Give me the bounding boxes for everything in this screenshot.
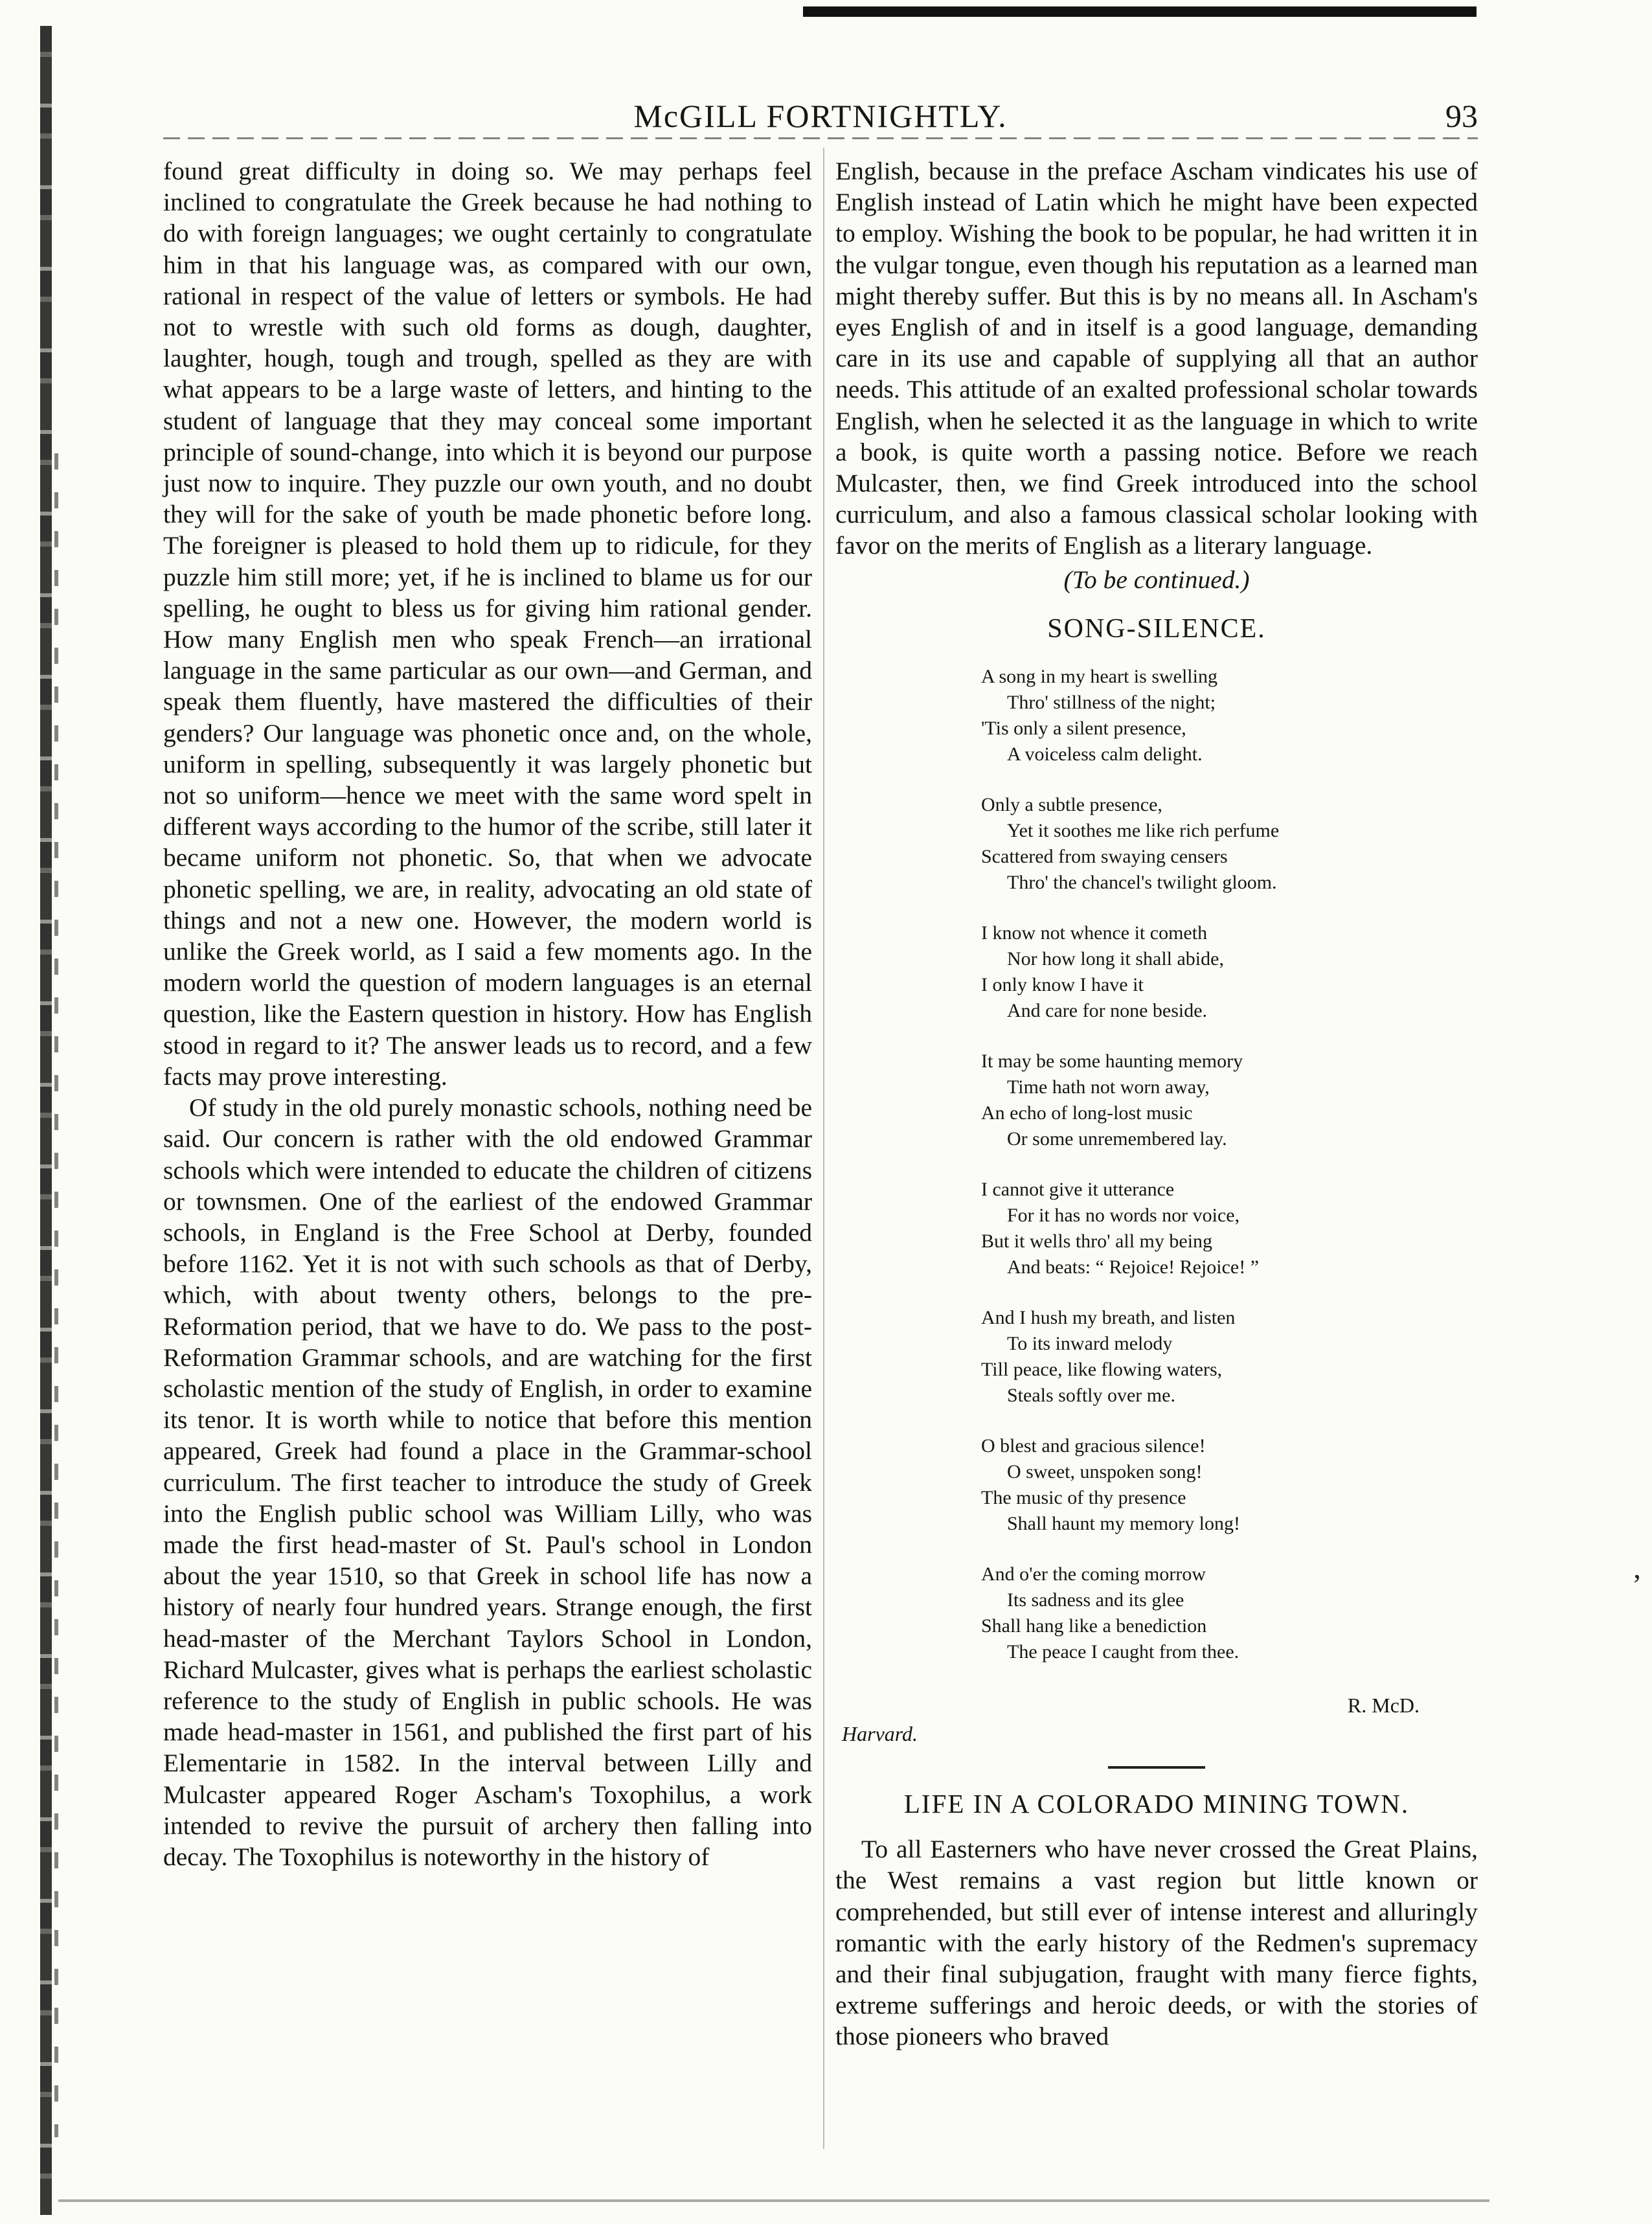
poem-line: Thro' stillness of the night;: [1007, 692, 1216, 714]
poem-line: Shall haunt my memory long!: [1007, 1513, 1240, 1535]
paragraph: English, because in the preface Ascham vindicates his use of English instead of Latin which he might have been expected to employ. Wishing the book to be popular, he had written it in the vulgar tongue, even though his reputation as a learned man might thereby suffer. But this is by no means all. In Ascham's eyes English of and in itself is a good language, demanding care in its use and capable of supplying all that an author needs. This attitude of an exalted professional scholar towards English, when he selected it as the language in which to write a book, is quite worth a passing notice. Before we reach Mulcaster, then, we find Greek introduced into the school curriculum, and also a famous classical scholar looking with favor on the merits of English as a literary language.: [835, 157, 1478, 560]
paragraph: Of study in the old purely monastic schools, nothing need be said. Our concern is rather with the old endowed Grammar schools which were intended to educate the children of citizens or townsmen. One of the earliest of the endowed Grammar schools, in England is the Free School at Derby, founded before 1162. Yet it is not with such schools as that of Derby, which, with about twenty others, belongs to the pre-Reformation period, that we have to do. We pass to the post-Reformation Grammar schools, and are watching for the first scholastic mention of the study of English, in order to examine its tenor. It is worth while to notice that before this mention appeared, Greek had found a place in the Grammar-school curriculum. The first teacher to introduce the study of Greek into the English public school was William Lilly, who was made the first head-master of St. Paul's school in London about the year 1510, so that Greek in school life has now a history of nearly four hundred years. Strange enough, the first head-master of the Merchant Taylors School in London, Richard Mulcaster, gives what is perhaps the earliest scholastic reference to the study of English in public schools. He was made head-master in 1561, and published the first part of his Elementarie in 1582. In the interval between Lilly and Mulcaster appeared Roger Ascham's Toxophilus, a work intended to revive the pursuit of archery then falling into decay. The Toxophilus is noteworthy in the history of: [163, 1093, 812, 1871]
paragraph: found great difficulty in doing so. We may perhaps feel inclined to congratulate the Greek because he had nothing to do with foreign languages; we ought certainly to congratulate him in that his language was, as compared with our own, rational in respect of the value of letters or symbols. He had not to wrestle with such old forms as dough, daughter, laughter, hough, tough and trough, spelled as they are with what appears to be a large waste of letters, and hinting to the student of language that they may conceal some important principle of sound-change, into which it is beyond our purpose just now to inquire. They puzzle our own youth, and no doubt they will for the sake of youth be made phonetic before long. The foreigner is pleased to hold them up to ridicule, for they puzzle him still more; yet, if he is inclined to blame us for our spelling, he ought to bless us for giving him rational gender. How many English men who speak French—an irrational language in the same particular as our own—and German, and speak them fluently, have mastered the difficulties of their genders? Our language was phonetic once and, on the whole, uniform in spelling, subsequently it was largely phonetic but not so uniform—hence we meet with the same word spelt in different ways according to the humor of the scribe, still later it became uniform not phonetic. So, that when we advocate phonetic spelling, we are, in reality, advocating an old state of things and not a new one. However, the modern world is unlike the Greek world, as I said a few moments ago. In the modern world the question of modern languages is an eternal question, like the Eastern question in history. How has English stood in regard to it? The answer leads us to record, and a few facts may prove interesting.: [163, 157, 812, 1091]
poem-stanza: [981, 920, 1478, 1024]
top-border-rule: [803, 6, 1477, 17]
poem-source: Harvard.: [842, 1722, 918, 1746]
poem-line: But it wells thro' all my being: [981, 1231, 1213, 1253]
paragraph: To all Easterners who have never crossed the Great Plains, the West remains a vast region but little known or comprehended, but still ever of intense interest and alluringly romantic with the early history of the Redmen's supremacy and their final subjugation, fraught with many fierce fights, extreme sufferings and heroic deeds, or with the stories of those pioneers who braved: [835, 1835, 1478, 2051]
poem-stanza: [981, 1177, 1478, 1280]
poem-stanza: [981, 1049, 1478, 1152]
page-header: [163, 97, 1478, 142]
poem-line: And beats: “ Rejoice! Rejoice! ”: [1007, 1256, 1260, 1278]
margin-mark: ’: [1632, 1568, 1642, 1601]
poem-line: It may be some haunting memory: [981, 1050, 1243, 1072]
column-divider: [823, 148, 824, 2149]
poem-line: A song in my heart is swelling: [981, 666, 1217, 688]
header-rule: [163, 137, 1478, 139]
poem-line: For it has no words nor voice,: [1007, 1205, 1240, 1227]
poem-attribution: [835, 1690, 1478, 1752]
poem-line: Or some unremembered lay.: [1007, 1128, 1227, 1150]
poem-line: A voiceless calm delight.: [1007, 743, 1203, 766]
scan-bottom-edge: [58, 2199, 1489, 2202]
poem-line: Scattered from swaying censers: [981, 846, 1228, 868]
section-rule: [1108, 1766, 1205, 1769]
poem-line: To its inward melody: [1007, 1333, 1173, 1355]
poem-line: Nor how long it shall abide,: [1007, 948, 1224, 970]
poem-line: Shall hang like a benediction: [981, 1615, 1207, 1637]
poem-line: I know not whence it cometh: [981, 922, 1208, 944]
scan-left-edge-shadow: [54, 453, 58, 2137]
poem-line: The peace I caught from thee.: [1007, 1641, 1239, 1663]
poem-signature: R. McD.: [1347, 1694, 1420, 1718]
poem-line: Steals softly over me.: [1007, 1385, 1175, 1407]
poem-line: The music of thy presence: [981, 1487, 1186, 1509]
page-number: 93: [1445, 98, 1478, 134]
poem-line: Time hath not worn away,: [1007, 1076, 1210, 1098]
poem-line: And o'er the coming morrow: [981, 1563, 1206, 1585]
poem-line: Its sadness and its glee: [1007, 1589, 1184, 1611]
poem-line: And I hush my breath, and listen: [981, 1307, 1236, 1329]
scan-left-edge: [40, 26, 52, 2215]
poem-stanza: [981, 664, 1478, 767]
poem: [981, 664, 1478, 1665]
poem-line: Till peace, like flowing waters,: [981, 1359, 1223, 1381]
poem-stanza: [981, 792, 1478, 896]
poem-line: Yet it soothes me like rich perfume: [1007, 820, 1280, 842]
poem-line: O sweet, unspoken song!: [1007, 1461, 1203, 1483]
poem-line: An echo of long-lost music: [981, 1102, 1193, 1124]
poem-line: 'Tis only a silent presence,: [981, 718, 1186, 740]
poem-line: I only know I have it: [981, 974, 1144, 996]
poem-line: O blest and gracious silence!: [981, 1435, 1206, 1457]
poem-stanza: [981, 1561, 1478, 1665]
left-column: [163, 155, 812, 1872]
poem-line: I cannot give it utterance: [981, 1179, 1175, 1201]
poem-line: And care for none beside.: [1007, 1000, 1208, 1022]
right-column: [835, 155, 1478, 2052]
poem-stanza: [981, 1433, 1478, 1537]
to-be-continued-note: (To be continued.): [1063, 565, 1250, 594]
poem-line: Thro' the chancel's twilight gloom.: [1007, 872, 1277, 894]
poem-line: Only a subtle presence,: [981, 794, 1162, 816]
poem-title: SONG-SILENCE.: [1047, 613, 1266, 644]
poem-stanza: [981, 1305, 1478, 1409]
article-title: LIFE IN A COLORADO MINING TOWN.: [903, 1789, 1410, 1819]
journal-title: McGILL FORTNIGHTLY.: [633, 98, 1008, 134]
